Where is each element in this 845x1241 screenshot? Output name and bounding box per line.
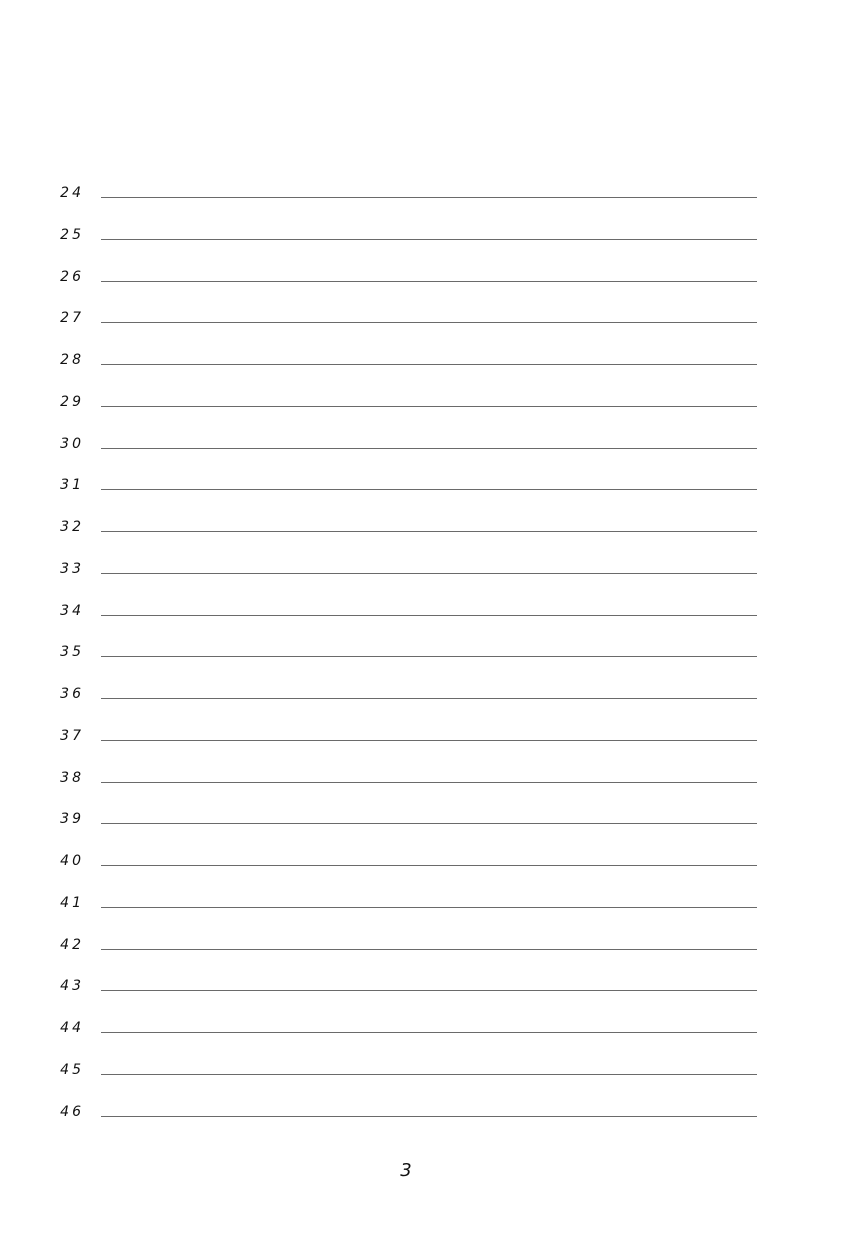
- writing-line: [0, 1103, 845, 1145]
- writing-line: [0, 518, 845, 560]
- writing-line: [0, 769, 845, 811]
- line-number: 36: [60, 686, 84, 702]
- answer-rule: [101, 949, 757, 950]
- writing-line: [0, 226, 845, 268]
- writing-lines: [0, 184, 845, 1144]
- answer-rule: [101, 907, 757, 908]
- writing-line: [0, 476, 845, 518]
- answer-rule: [101, 656, 757, 657]
- line-number: 29: [60, 393, 84, 410]
- writing-line: [0, 852, 845, 894]
- line-number: 39: [60, 811, 84, 828]
- answer-rule: [101, 698, 757, 699]
- line-number: 46: [60, 1103, 84, 1120]
- line-number: 44: [60, 1020, 84, 1036]
- writing-line: [0, 1019, 845, 1061]
- writing-line: [0, 1061, 845, 1103]
- answer-rule: [101, 782, 757, 783]
- writing-line: [0, 351, 845, 393]
- writing-line: [0, 936, 845, 978]
- answer-rule: [101, 740, 757, 741]
- answer-rule: [101, 531, 757, 532]
- line-number: 42: [60, 936, 84, 953]
- answer-rule: [101, 865, 757, 866]
- answer-rule: [101, 615, 757, 616]
- writing-line: [0, 184, 845, 226]
- writing-line: [0, 393, 845, 435]
- line-number: 34: [60, 602, 84, 619]
- writing-line: [0, 435, 845, 477]
- writing-line: [0, 602, 845, 644]
- answer-rule: [101, 489, 757, 490]
- line-number: 32: [60, 519, 84, 535]
- line-number: 24: [60, 185, 84, 201]
- line-number: 40: [60, 853, 84, 869]
- line-number: 45: [60, 1061, 84, 1078]
- writing-line: [0, 685, 845, 727]
- line-number: 38: [60, 769, 84, 786]
- answer-rule: [101, 1116, 757, 1117]
- line-number: 25: [60, 226, 84, 243]
- answer-rule: [101, 197, 757, 198]
- writing-line: [0, 977, 845, 1019]
- line-number: 27: [60, 310, 84, 327]
- answer-rule: [101, 1032, 757, 1033]
- line-number: 26: [60, 268, 84, 285]
- line-number: 35: [60, 644, 84, 661]
- writing-line: [0, 727, 845, 769]
- answer-rule: [101, 364, 757, 365]
- page-number: 3: [400, 1160, 412, 1181]
- answer-rule: [101, 239, 757, 240]
- line-number: 43: [60, 978, 84, 995]
- answer-rule: [101, 448, 757, 449]
- answer-rule: [101, 990, 757, 991]
- writing-line: [0, 810, 845, 852]
- answer-rule: [101, 573, 757, 574]
- writing-line: [0, 643, 845, 685]
- writing-line: [0, 894, 845, 936]
- line-number: 41: [60, 894, 84, 911]
- answer-rule: [101, 823, 757, 824]
- answer-rule: [101, 322, 757, 323]
- answer-rule: [101, 406, 757, 407]
- line-number: 33: [60, 560, 84, 577]
- line-number: 28: [60, 352, 84, 368]
- writing-line: [0, 268, 845, 310]
- writing-line: [0, 309, 845, 351]
- answer-rule: [101, 1074, 757, 1075]
- line-number: 37: [60, 727, 84, 744]
- line-number: 31: [60, 477, 84, 494]
- answer-rule: [101, 281, 757, 282]
- writing-line: [0, 560, 845, 602]
- line-number: 30: [60, 435, 84, 452]
